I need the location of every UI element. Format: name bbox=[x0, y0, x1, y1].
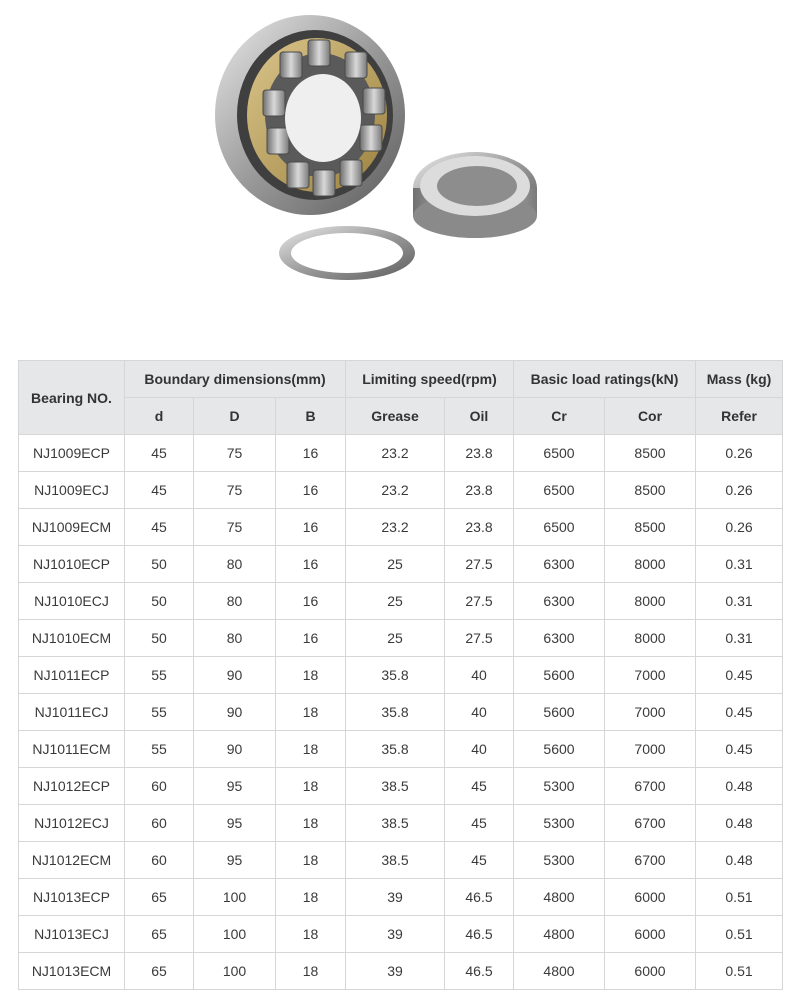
table-row bbox=[19, 879, 783, 916]
oil-cell: 46.5 bbox=[445, 879, 514, 916]
d-cell: 50 bbox=[125, 546, 194, 583]
mass-cell: 0.26 bbox=[696, 435, 783, 472]
D-cell: 80 bbox=[194, 546, 276, 583]
D-cell: 90 bbox=[194, 657, 276, 694]
cor-cell: 7000 bbox=[605, 731, 696, 768]
header-D: D bbox=[194, 398, 276, 435]
mass-cell: 0.48 bbox=[696, 842, 783, 879]
cylindrical-roller-bearing-icon bbox=[195, 0, 555, 340]
table-row bbox=[19, 657, 783, 694]
grease-cell: 38.5 bbox=[346, 842, 445, 879]
B-cell: 16 bbox=[276, 583, 346, 620]
header-mass: Mass (kg) bbox=[696, 361, 783, 398]
cr-cell: 6300 bbox=[514, 583, 605, 620]
B-cell: 18 bbox=[276, 842, 346, 879]
grease-cell: 23.2 bbox=[346, 509, 445, 546]
B-cell: 18 bbox=[276, 953, 346, 990]
D-cell: 90 bbox=[194, 694, 276, 731]
mass-cell: 0.31 bbox=[696, 620, 783, 657]
cr-cell: 6500 bbox=[514, 472, 605, 509]
oil-cell: 23.8 bbox=[445, 472, 514, 509]
cor-cell: 8500 bbox=[605, 509, 696, 546]
cor-cell: 8500 bbox=[605, 472, 696, 509]
d-cell: 50 bbox=[125, 620, 194, 657]
cor-cell: 7000 bbox=[605, 657, 696, 694]
header-basic-load-ratings: Basic load ratings(kN) bbox=[514, 361, 696, 398]
d-cell: 60 bbox=[125, 805, 194, 842]
bearing-no-cell: NJ1011ECP bbox=[19, 657, 125, 694]
cr-cell: 6300 bbox=[514, 620, 605, 657]
grease-cell: 25 bbox=[346, 546, 445, 583]
B-cell: 18 bbox=[276, 694, 346, 731]
B-cell: 16 bbox=[276, 620, 346, 657]
D-cell: 80 bbox=[194, 583, 276, 620]
grease-cell: 25 bbox=[346, 620, 445, 657]
bearing-no-cell: NJ1010ECP bbox=[19, 546, 125, 583]
oil-cell: 46.5 bbox=[445, 953, 514, 990]
cor-cell: 6700 bbox=[605, 805, 696, 842]
oil-cell: 40 bbox=[445, 694, 514, 731]
mass-cell: 0.31 bbox=[696, 546, 783, 583]
cr-cell: 5300 bbox=[514, 805, 605, 842]
table-row bbox=[19, 805, 783, 842]
B-cell: 16 bbox=[276, 509, 346, 546]
d-cell: 45 bbox=[125, 509, 194, 546]
cor-cell: 8000 bbox=[605, 583, 696, 620]
table-row bbox=[19, 916, 783, 953]
cr-cell: 6500 bbox=[514, 509, 605, 546]
table-row bbox=[19, 731, 783, 768]
cr-cell: 4800 bbox=[514, 916, 605, 953]
d-cell: 65 bbox=[125, 953, 194, 990]
grease-cell: 23.2 bbox=[346, 472, 445, 509]
mass-cell: 0.45 bbox=[696, 694, 783, 731]
mass-cell: 0.48 bbox=[696, 805, 783, 842]
header-row-group bbox=[19, 361, 783, 398]
bearing-no-cell: NJ1009ECM bbox=[19, 509, 125, 546]
B-cell: 16 bbox=[276, 435, 346, 472]
cr-cell: 6300 bbox=[514, 546, 605, 583]
header-bearing-no: Bearing NO. bbox=[19, 361, 125, 435]
table-row bbox=[19, 768, 783, 805]
oil-cell: 23.8 bbox=[445, 435, 514, 472]
B-cell: 18 bbox=[276, 916, 346, 953]
cor-cell: 8000 bbox=[605, 546, 696, 583]
bearing-no-cell: NJ1011ECM bbox=[19, 731, 125, 768]
mass-cell: 0.48 bbox=[696, 768, 783, 805]
bearing-no-cell: NJ1009ECJ bbox=[19, 472, 125, 509]
header-limiting-speed: Limiting speed(rpm) bbox=[346, 361, 514, 398]
table-row bbox=[19, 953, 783, 990]
D-cell: 95 bbox=[194, 768, 276, 805]
grease-cell: 39 bbox=[346, 879, 445, 916]
mass-cell: 0.45 bbox=[696, 731, 783, 768]
D-cell: 100 bbox=[194, 953, 276, 990]
d-cell: 55 bbox=[125, 694, 194, 731]
d-cell: 45 bbox=[125, 472, 194, 509]
B-cell: 18 bbox=[276, 731, 346, 768]
oil-cell: 45 bbox=[445, 805, 514, 842]
mass-cell: 0.45 bbox=[696, 657, 783, 694]
d-cell: 65 bbox=[125, 879, 194, 916]
bearing-no-cell: NJ1013ECJ bbox=[19, 916, 125, 953]
bearing-no-cell: NJ1011ECJ bbox=[19, 694, 125, 731]
B-cell: 18 bbox=[276, 805, 346, 842]
B-cell: 18 bbox=[276, 657, 346, 694]
header-cr: Cr bbox=[514, 398, 605, 435]
cor-cell: 8000 bbox=[605, 620, 696, 657]
cor-cell: 6000 bbox=[605, 916, 696, 953]
cor-cell: 7000 bbox=[605, 694, 696, 731]
cr-cell: 5300 bbox=[514, 768, 605, 805]
table-row bbox=[19, 620, 783, 657]
d-cell: 55 bbox=[125, 731, 194, 768]
mass-cell: 0.51 bbox=[696, 916, 783, 953]
oil-cell: 45 bbox=[445, 768, 514, 805]
oil-cell: 45 bbox=[445, 842, 514, 879]
table-row bbox=[19, 546, 783, 583]
D-cell: 100 bbox=[194, 879, 276, 916]
table-row bbox=[19, 509, 783, 546]
d-cell: 45 bbox=[125, 435, 194, 472]
table-row bbox=[19, 583, 783, 620]
header-cor: Cor bbox=[605, 398, 696, 435]
cr-cell: 4800 bbox=[514, 879, 605, 916]
grease-cell: 38.5 bbox=[346, 768, 445, 805]
bearing-no-cell: NJ1012ECP bbox=[19, 768, 125, 805]
d-cell: 50 bbox=[125, 583, 194, 620]
grease-cell: 25 bbox=[346, 583, 445, 620]
oil-cell: 27.5 bbox=[445, 583, 514, 620]
bearing-no-cell: NJ1010ECJ bbox=[19, 583, 125, 620]
mass-cell: 0.51 bbox=[696, 953, 783, 990]
header-oil: Oil bbox=[445, 398, 514, 435]
table-row bbox=[19, 694, 783, 731]
grease-cell: 35.8 bbox=[346, 694, 445, 731]
d-cell: 60 bbox=[125, 768, 194, 805]
table-row bbox=[19, 842, 783, 879]
bearing-no-cell: NJ1009ECP bbox=[19, 435, 125, 472]
grease-cell: 35.8 bbox=[346, 657, 445, 694]
D-cell: 80 bbox=[194, 620, 276, 657]
bearing-no-cell: NJ1010ECM bbox=[19, 620, 125, 657]
d-cell: 60 bbox=[125, 842, 194, 879]
d-cell: 65 bbox=[125, 916, 194, 953]
grease-cell: 23.2 bbox=[346, 435, 445, 472]
B-cell: 16 bbox=[276, 472, 346, 509]
D-cell: 95 bbox=[194, 842, 276, 879]
bearing-no-cell: NJ1012ECJ bbox=[19, 805, 125, 842]
D-cell: 100 bbox=[194, 916, 276, 953]
D-cell: 75 bbox=[194, 435, 276, 472]
table-row bbox=[19, 435, 783, 472]
B-cell: 18 bbox=[276, 879, 346, 916]
mass-cell: 0.31 bbox=[696, 583, 783, 620]
B-cell: 16 bbox=[276, 546, 346, 583]
bearing-product-image bbox=[195, 0, 555, 340]
header-row-sub bbox=[19, 398, 783, 435]
header-boundary-dimensions: Boundary dimensions(mm) bbox=[125, 361, 346, 398]
oil-cell: 27.5 bbox=[445, 546, 514, 583]
mass-cell: 0.26 bbox=[696, 509, 783, 546]
D-cell: 95 bbox=[194, 805, 276, 842]
cr-cell: 4800 bbox=[514, 953, 605, 990]
cor-cell: 6700 bbox=[605, 768, 696, 805]
oil-cell: 40 bbox=[445, 657, 514, 694]
oil-cell: 40 bbox=[445, 731, 514, 768]
oil-cell: 27.5 bbox=[445, 620, 514, 657]
cr-cell: 5300 bbox=[514, 842, 605, 879]
bearing-no-cell: NJ1013ECM bbox=[19, 953, 125, 990]
header-d: d bbox=[125, 398, 194, 435]
D-cell: 90 bbox=[194, 731, 276, 768]
oil-cell: 46.5 bbox=[445, 916, 514, 953]
B-cell: 18 bbox=[276, 768, 346, 805]
header-grease: Grease bbox=[346, 398, 445, 435]
cor-cell: 6000 bbox=[605, 953, 696, 990]
grease-cell: 38.5 bbox=[346, 805, 445, 842]
D-cell: 75 bbox=[194, 509, 276, 546]
cr-cell: 5600 bbox=[514, 657, 605, 694]
grease-cell: 39 bbox=[346, 916, 445, 953]
table-body bbox=[19, 435, 783, 990]
grease-cell: 35.8 bbox=[346, 731, 445, 768]
grease-cell: 39 bbox=[346, 953, 445, 990]
mass-cell: 0.26 bbox=[696, 472, 783, 509]
cor-cell: 8500 bbox=[605, 435, 696, 472]
oil-cell: 23.8 bbox=[445, 509, 514, 546]
cr-cell: 5600 bbox=[514, 694, 605, 731]
D-cell: 75 bbox=[194, 472, 276, 509]
bearing-no-cell: NJ1013ECP bbox=[19, 879, 125, 916]
bearing-spec-table bbox=[18, 360, 783, 990]
cr-cell: 5600 bbox=[514, 731, 605, 768]
d-cell: 55 bbox=[125, 657, 194, 694]
header-refer: Refer bbox=[696, 398, 783, 435]
mass-cell: 0.51 bbox=[696, 879, 783, 916]
cr-cell: 6500 bbox=[514, 435, 605, 472]
cor-cell: 6000 bbox=[605, 879, 696, 916]
table-row bbox=[19, 472, 783, 509]
header-B: B bbox=[276, 398, 346, 435]
bearing-no-cell: NJ1012ECM bbox=[19, 842, 125, 879]
cor-cell: 6700 bbox=[605, 842, 696, 879]
